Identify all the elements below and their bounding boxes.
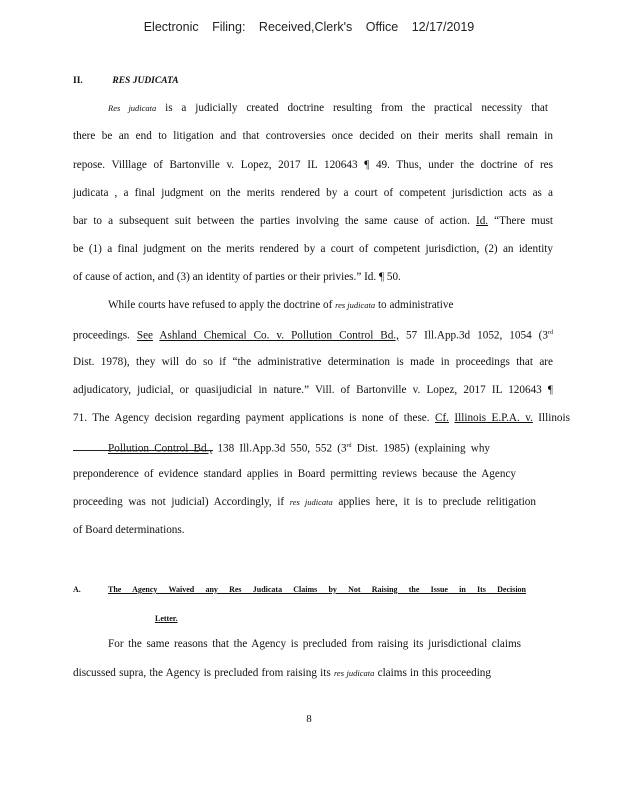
paragraph-line: proceeding was not judicial) Accordingly, if res judicata applies here, it is to preclude relitigation	[73, 496, 536, 508]
paragraph-line: repose. Villlage of Bartonville v. Lopez, 2017 IL 120643 ¶ 49. Thus, under the doctrine of res	[73, 159, 553, 171]
section-title: RES JUDICATA	[112, 76, 179, 86]
paragraph-line: discussed supra, the Agency is precluded from raising its res judicata claims in this proceeding	[73, 667, 491, 679]
subsection-label: A.	[73, 585, 81, 594]
header-word: Filing:	[212, 20, 246, 34]
paragraph-line: bar to a subsequent suit between the parties involving the same cause of action. Id. “There must	[73, 215, 553, 227]
underline-rule	[73, 450, 213, 451]
page-number: 8	[306, 713, 312, 725]
paragraph-line: While courts have refused to apply the doctrine of res judicata to administrative	[108, 299, 454, 311]
paragraph-line: of Board determinations.	[73, 524, 185, 536]
header-word: Electronic	[143, 20, 199, 34]
paragraph-line: proceedings. See Ashland Chemical Co. v. Pollution Control Bd., 57 Ill.App.3d 1052, 1054 (3rd	[73, 329, 553, 342]
header-word: Office	[365, 20, 399, 34]
paragraph-line: Pollution Control Bd., 138 Ill.App.3d 550, 552 (3rd Dist. 1985) (explaining why	[108, 442, 491, 455]
paragraph-line: Res judicata is a judicially created doctrine resulting from the practical necessity that	[108, 102, 548, 114]
paragraph-line: For the same reasons that the Agency is precluded from raising its jurisdictional claims	[108, 638, 521, 650]
paragraph-line: there be an end to litigation and that controversies once decided on their merits shall remain in	[73, 130, 553, 142]
filing-stamp-header	[0, 20, 618, 34]
paragraph-line: 71. The Agency decision regarding payment applications is none of these. Cf. Illinois E.P.A. v. Illinois	[73, 412, 570, 424]
paragraph-line: of cause of action, and (3) an identity of parties or their privies.” Id. ¶ 50.	[73, 271, 401, 283]
subsection-title-line: The Agency Waived any Res Judicata Claims by Not Raising the Issue in Its Decision	[108, 585, 526, 594]
paragraph-line: be (1) a final judgment on the merits rendered by a court of competent jurisdiction, (2) an identity	[73, 243, 553, 255]
paragraph-line: preponderence of evidence standard applies in Board permitting reviews because the Agency	[73, 468, 516, 480]
paragraph-line: judicata , a final judgment on the merits rendered by a court of competent jurisdiction acts as a	[73, 187, 553, 199]
section-heading	[73, 73, 553, 88]
section-number: II.	[73, 76, 83, 86]
header-word: 12/17/2019	[411, 20, 475, 34]
header-word: Received,Clerk's	[258, 20, 353, 34]
paragraph-line: adjudicatory, judicial, or quasijudicial in nature.” Vill. of Bartonville v. Lopez, 2017 IL 120643 ¶	[73, 384, 553, 396]
paragraph-line: Dist. 1978), they will do so if “the administrative determination is made in proceedings that are	[73, 356, 553, 368]
subsection-title-line: Letter.	[155, 614, 178, 623]
